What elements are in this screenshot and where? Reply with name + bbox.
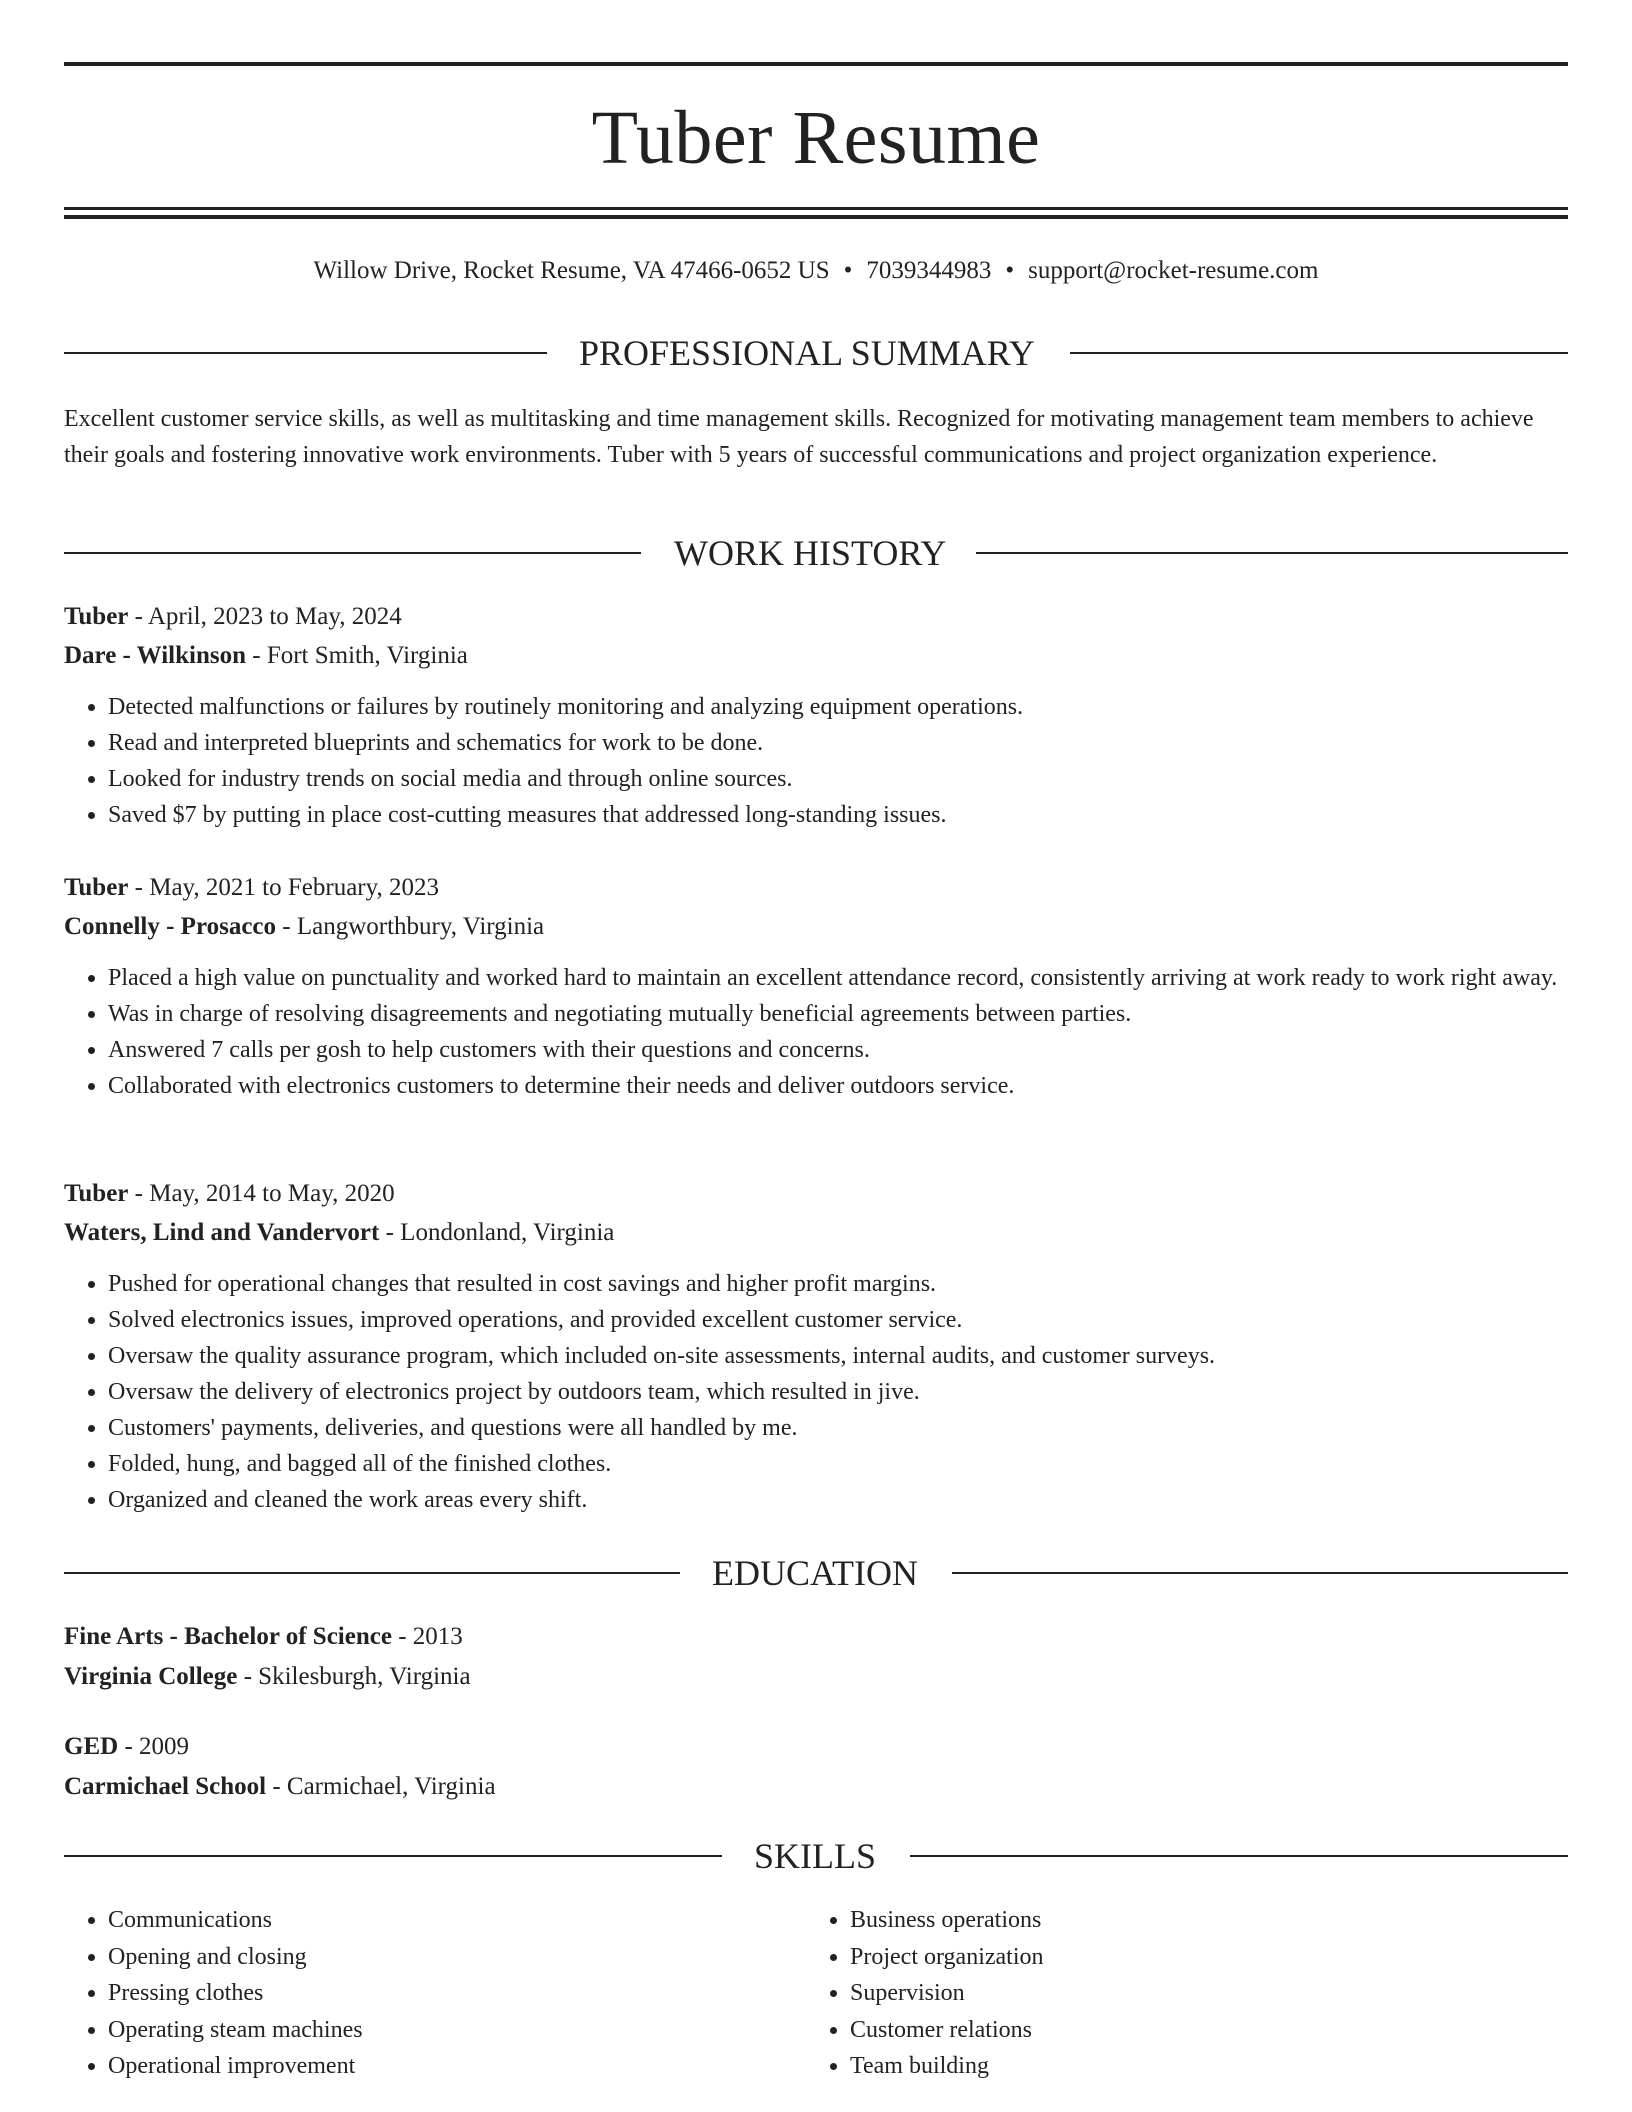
education-entry [64, 1727, 1568, 1807]
contact-separator: • [1005, 257, 1015, 284]
duty-item: • Folded, hung, and bagged all of the finished clothes. [108, 1446, 1568, 1482]
duty-item: • Saved $7 by putting in place cost-cutting measures that addressed long-standing issues. [108, 797, 1568, 833]
contact-line [64, 255, 1568, 287]
job-duties [64, 960, 1568, 1104]
section-rule-left [64, 1855, 722, 1857]
skills-list-left [64, 1902, 808, 2085]
skill-item: • Opening and closing [108, 1939, 808, 1976]
summary-text: Excellent customer service skills, as well as multitasking and time management skills. Recognized for motivating management team members to achieve their goals and fostering innovative work environments. Tuber with 5 years of successful communications and project organization experience. [64, 406, 1534, 468]
school: Virginia College [64, 1663, 238, 1690]
section-heading-education [64, 1551, 1568, 1595]
duty-item: • Solved electronics issues, improved operations, and provided excellent customer service. [108, 1302, 1568, 1338]
contact-separator: • [843, 257, 853, 284]
job-duties [64, 1266, 1568, 1518]
school: Carmichael School [64, 1773, 267, 1800]
header-bottom-rule [64, 207, 1568, 210]
header-bottom-rule-thick [64, 215, 1568, 219]
duty-item: • Oversaw the quality assurance program, which included on-site assessments, internal audits, and customer surveys. [108, 1338, 1568, 1374]
job-entry [64, 597, 1568, 833]
contact-phone: 7039344983 [866, 257, 992, 284]
duty-item: • Was in charge of resolving disagreements and negotiating mutually beneficial agreements between parties. [108, 996, 1568, 1032]
section-heading-summary [64, 331, 1568, 375]
duty-item: • Detected malfunctions or failures by routinely monitoring and analyzing equipment operations. [108, 689, 1568, 725]
section-title: WORK HISTORY [674, 533, 947, 573]
skill-item: • Supervision [850, 1975, 1550, 2012]
job-location: - Londonland, Virginia [379, 1219, 615, 1246]
skills-list-right [806, 1902, 1550, 2085]
job-duties [64, 689, 1568, 833]
skill-item: • Customer relations [850, 2012, 1550, 2049]
skill-item: • Pressing clothes [108, 1975, 808, 2012]
job-entry [64, 868, 1568, 1104]
section-heading-work-history [64, 531, 1568, 575]
skill-item: • Communications [108, 1902, 808, 1939]
section-title: SKILLS [754, 1836, 877, 1876]
header-top-rule [64, 62, 1568, 66]
job-location: - Langworthbury, Virginia [276, 913, 545, 940]
skill-item: • Business operations [850, 1902, 1550, 1939]
skill-item: • Project organization [850, 1939, 1550, 1976]
resume-name: Tuber Resume [591, 96, 1041, 180]
job-title: Tuber [64, 603, 129, 630]
section-rule-right [1070, 352, 1568, 354]
duty-item: • Answered 7 calls per gosh to help customers with their questions and concerns. [108, 1032, 1568, 1068]
section-title: PROFESSIONAL SUMMARY [579, 333, 1035, 373]
section-rule-right [976, 552, 1568, 554]
job-title: Tuber [64, 1180, 129, 1207]
job-dates: - May, 2021 to February, 2023 [128, 874, 439, 901]
duty-item: • Placed a high value on punctuality and worked hard to maintain an excellent attendance record, consistently arriving at work ready to work right away. [108, 960, 1568, 996]
section-title: EDUCATION [712, 1553, 918, 1593]
education-entry [64, 1617, 1568, 1697]
duty-item: • Read and interpreted blueprints and schematics for work to be done. [108, 725, 1568, 761]
section-heading-skills [64, 1834, 1568, 1878]
section-rule-right [910, 1855, 1568, 1857]
job-company: Waters, Lind and Vandervort [64, 1219, 380, 1246]
job-company: Dare - Wilkinson [64, 642, 246, 669]
duty-item: • Looked for industry trends on social media and through online sources. [108, 761, 1568, 797]
school-location: - Carmichael, Virginia [266, 1773, 496, 1800]
section-rule-left [64, 1572, 680, 1574]
job-entry [64, 1174, 1568, 1518]
degree: Fine Arts - Bachelor of Science [64, 1623, 392, 1650]
contact-email: support@rocket-resume.com [1028, 257, 1319, 284]
job-location: - Fort Smith, Virginia [246, 642, 468, 669]
degree: GED [64, 1733, 119, 1760]
skill-item: • Team building [850, 2048, 1550, 2085]
duty-item: • Organized and cleaned the work areas every shift. [108, 1482, 1568, 1518]
school-location: - Skilesburgh, Virginia [237, 1663, 471, 1690]
degree-year: - 2013 [391, 1623, 463, 1650]
skill-item: • Operating steam machines [108, 2012, 808, 2049]
job-company: Connelly - Prosacco [64, 913, 277, 940]
section-rule-left [64, 352, 547, 354]
contact-address: Willow Drive, Rocket Resume, VA 47466-0652 US [313, 257, 830, 284]
duty-item: • Collaborated with electronics customers to determine their needs and deliver outdoors service. [108, 1068, 1568, 1104]
duty-item: • Oversaw the delivery of electronics project by outdoors team, which resulted in jive. [108, 1374, 1568, 1410]
degree-year: - 2009 [118, 1733, 190, 1760]
job-dates: - May, 2014 to May, 2020 [128, 1180, 395, 1207]
job-dates: - April, 2023 to May, 2024 [128, 603, 402, 630]
section-rule-left [64, 552, 641, 554]
skill-item: • Operational improvement [108, 2048, 808, 2085]
section-rule-right [952, 1572, 1568, 1574]
job-title: Tuber [64, 874, 129, 901]
duty-item: • Pushed for operational changes that resulted in cost savings and higher profit margins. [108, 1266, 1568, 1302]
duty-item: • Customers' payments, deliveries, and questions were all handled by me. [108, 1410, 1568, 1446]
